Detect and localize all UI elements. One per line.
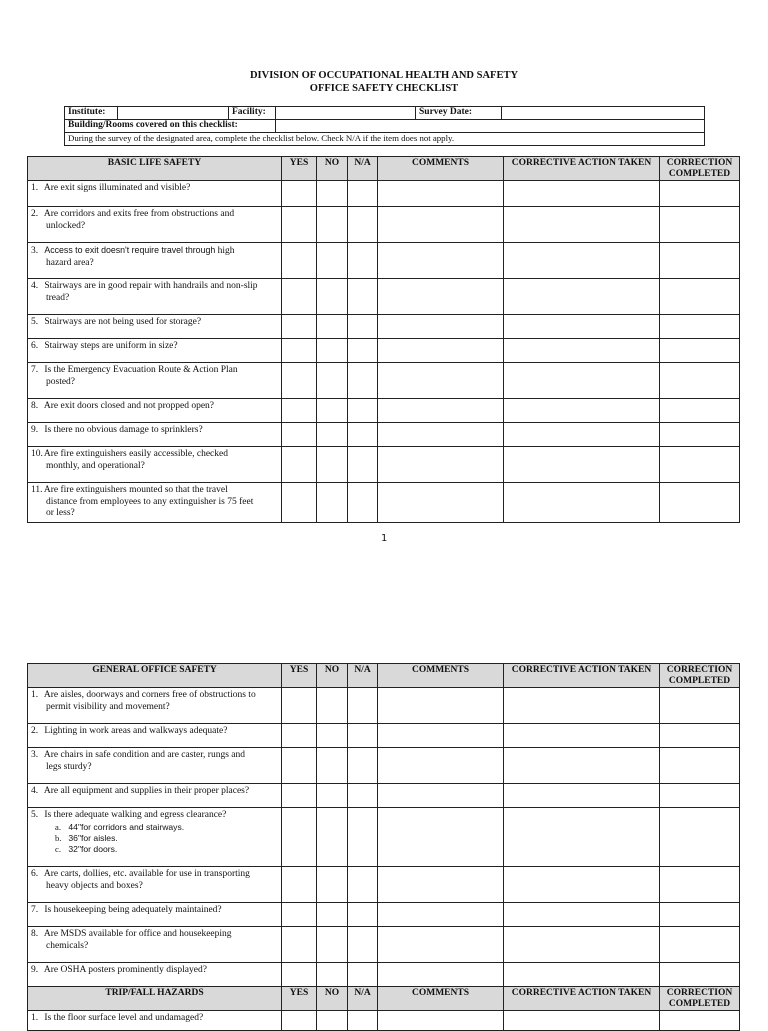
col-corrective-action: CORRECTIVE ACTION TAKEN	[504, 157, 660, 181]
building-field[interactable]	[276, 120, 705, 133]
correction-completed-cell[interactable]	[660, 808, 740, 867]
question-cell	[28, 315, 282, 339]
comments-cell[interactable]	[378, 748, 504, 784]
checklist-row	[28, 339, 740, 363]
na-checkbox-cell[interactable]	[348, 181, 378, 207]
comments-cell[interactable]	[378, 963, 504, 987]
question-cell	[28, 207, 282, 243]
page-number: 1	[380, 533, 388, 544]
question-text: Access to exit doesn't require travel through	[44, 245, 216, 255]
checklist-row	[28, 867, 740, 903]
na-checkbox-cell[interactable]	[348, 867, 378, 903]
corrective-action-cell[interactable]	[504, 784, 660, 808]
correction-completed-cell[interactable]	[660, 483, 740, 523]
na-checkbox-cell[interactable]	[348, 339, 378, 363]
checklist-row	[28, 903, 740, 927]
question-text-line2: chemicals?	[46, 940, 89, 951]
question-text: Are all equipment and supplies in their proper places?	[43, 786, 250, 796]
na-checkbox-cell[interactable]	[348, 279, 378, 315]
yes-checkbox-cell[interactable]	[282, 903, 317, 927]
corrective-action-cell[interactable]	[504, 181, 660, 207]
subitem-letter: b.	[55, 832, 62, 843]
question-text: Is housekeeping being adequately maintained?	[44, 905, 222, 915]
checklist-row	[28, 784, 740, 808]
comments-cell[interactable]	[378, 867, 504, 903]
correction-completed-cell[interactable]	[660, 243, 740, 279]
question-number: 10.	[31, 449, 43, 459]
comments-cell[interactable]	[378, 483, 504, 523]
correction-completed-cell[interactable]	[660, 447, 740, 483]
comments-cell[interactable]	[378, 808, 504, 867]
col-correction-completed: CORRECTION COMPLETED	[660, 987, 740, 1011]
question-cell	[28, 927, 282, 963]
question-number: 7.	[31, 365, 39, 375]
na-checkbox-cell[interactable]	[348, 399, 378, 423]
question-text-line2: tread?	[46, 292, 70, 303]
question-number: 7.	[31, 905, 39, 915]
col-na: N/A	[348, 987, 378, 1011]
yes-checkbox-cell[interactable]	[282, 399, 317, 423]
subitem-text: 36"for aisles.	[68, 832, 118, 843]
question-text: Are corridors and exits free from obstructions and	[43, 209, 235, 219]
correction-completed-cell[interactable]	[660, 363, 740, 399]
question-text: Are OSHA posters prominently displayed?	[43, 965, 207, 975]
survey-info-table	[64, 106, 705, 146]
corrective-action-cell[interactable]	[504, 339, 660, 363]
question-text: Stairway steps are uniform in size?	[44, 341, 178, 351]
facility-field[interactable]	[276, 107, 416, 120]
checklist-row	[28, 315, 740, 339]
no-checkbox-cell[interactable]	[317, 483, 348, 523]
question-number: 2.	[31, 209, 39, 219]
corrective-action-cell[interactable]	[504, 243, 660, 279]
question-cell	[28, 399, 282, 423]
comments-cell[interactable]	[378, 315, 504, 339]
correction-completed-cell[interactable]	[660, 423, 740, 447]
no-checkbox-cell[interactable]	[317, 207, 348, 243]
na-checkbox-cell[interactable]	[348, 207, 378, 243]
comments-cell[interactable]	[378, 279, 504, 315]
corrective-action-cell[interactable]	[504, 483, 660, 523]
no-checkbox-cell[interactable]	[317, 867, 348, 903]
comments-cell[interactable]	[378, 399, 504, 423]
question-cell	[28, 784, 282, 808]
col-yes: YES	[282, 987, 317, 1011]
question-text: Is the floor surface level and undamaged?	[44, 1013, 204, 1023]
correction-completed-cell[interactable]	[660, 1011, 740, 1031]
yes-checkbox-cell[interactable]	[282, 784, 317, 808]
correction-completed-cell[interactable]	[660, 339, 740, 363]
question-text: Are MSDS available for office and housekeeping	[43, 929, 232, 939]
col-yes: YES	[282, 157, 317, 181]
corrective-action-cell[interactable]	[504, 1011, 660, 1031]
corrective-action-cell[interactable]	[504, 315, 660, 339]
question-text-line3: or less?	[46, 508, 75, 518]
col-no: NO	[317, 987, 348, 1011]
question-text-line2: heavy objects and boxes?	[46, 880, 143, 891]
question-cell	[28, 483, 282, 523]
checklist-row	[28, 399, 740, 423]
yes-checkbox-cell[interactable]	[282, 363, 317, 399]
institute-label: Institute:	[65, 107, 118, 120]
correction-completed-cell[interactable]	[660, 399, 740, 423]
yes-checkbox-cell[interactable]	[282, 207, 317, 243]
question-cell	[28, 181, 282, 207]
question-text: Are chairs in safe condition and are caster, rungs and	[43, 750, 246, 760]
correction-completed-cell[interactable]	[660, 963, 740, 987]
col-no: NO	[317, 157, 348, 181]
corrective-action-cell[interactable]	[504, 748, 660, 784]
correction-completed-cell[interactable]	[660, 903, 740, 927]
no-checkbox-cell[interactable]	[317, 279, 348, 315]
question-number: 8.	[31, 401, 39, 411]
building-label: Building/Rooms covered on this checklist:	[65, 120, 276, 133]
comments-cell[interactable]	[378, 1011, 504, 1031]
question-text-line2: monthly, and operational?	[46, 460, 145, 471]
yes-checkbox-cell[interactable]	[282, 963, 317, 987]
question-number: 9.	[31, 425, 39, 435]
correction-completed-cell[interactable]	[660, 207, 740, 243]
na-checkbox-cell[interactable]	[348, 688, 378, 724]
yes-checkbox-cell[interactable]	[282, 927, 317, 963]
question-text: Are fire extinguishers mounted so that the travel	[43, 485, 228, 495]
comments-cell[interactable]	[378, 363, 504, 399]
corrective-action-cell[interactable]	[504, 927, 660, 963]
question-number: 5.	[31, 810, 39, 820]
no-checkbox-cell[interactable]	[317, 1011, 348, 1031]
question-number: 3.	[31, 246, 39, 256]
yes-checkbox-cell[interactable]	[282, 243, 317, 279]
yes-checkbox-cell[interactable]	[282, 181, 317, 207]
question-text-cont: high	[215, 246, 235, 256]
question-cell	[28, 867, 282, 903]
corrective-action-cell[interactable]	[504, 867, 660, 903]
facility-label: Facility:	[229, 107, 276, 120]
checklist-row	[28, 483, 740, 523]
na-checkbox-cell[interactable]	[348, 1011, 378, 1031]
document-subtitle: OFFICE SAFETY CHECKLIST	[309, 83, 459, 94]
comments-cell[interactable]	[378, 181, 504, 207]
question-text: Stairways are in good repair with handrails and non-slip	[44, 281, 258, 291]
question-text: Is there no obvious damage to sprinklers?	[44, 425, 203, 435]
comments-cell[interactable]	[378, 784, 504, 808]
subitem-text: 32"for doors.	[68, 843, 118, 854]
no-checkbox-cell[interactable]	[317, 339, 348, 363]
corrective-action-cell[interactable]	[504, 399, 660, 423]
question-cell	[28, 688, 282, 724]
na-checkbox-cell[interactable]	[348, 483, 378, 523]
question-text: Are fire extinguishers easily accessible, checked	[43, 449, 228, 459]
question-text: Stairways are not being used for storage?	[44, 317, 202, 327]
question-text-line2: legs sturdy?	[46, 761, 92, 772]
question-cell	[28, 279, 282, 315]
na-checkbox-cell[interactable]	[348, 315, 378, 339]
question-cell	[28, 903, 282, 927]
correction-completed-cell[interactable]	[660, 867, 740, 903]
question-cell	[28, 808, 282, 867]
no-checkbox-cell[interactable]	[317, 181, 348, 207]
question-number: 1.	[31, 690, 39, 700]
col-corrective-action: CORRECTIVE ACTION TAKEN	[504, 664, 660, 688]
correction-completed-cell[interactable]	[660, 927, 740, 963]
col-na: N/A	[348, 157, 378, 181]
question-number: 4.	[31, 786, 39, 796]
comments-cell[interactable]	[378, 927, 504, 963]
question-text: Are aisles, doorways and corners free of obstructions to	[43, 690, 256, 700]
no-checkbox-cell[interactable]	[317, 243, 348, 279]
question-text: Are exit doors closed and not propped open?	[43, 401, 215, 411]
subitem-letter: c.	[55, 843, 61, 854]
general-office-safety-table	[27, 663, 740, 1031]
checklist-row	[28, 447, 740, 483]
question-text-line2: unlocked?	[46, 220, 86, 231]
subitem-text: 44"for corridors and stairways.	[68, 821, 185, 832]
col-no: NO	[317, 664, 348, 688]
corrective-action-cell[interactable]	[504, 903, 660, 927]
survey-date-field[interactable]	[502, 107, 705, 120]
clearance-subitem	[31, 844, 278, 855]
checklist-row	[28, 808, 740, 867]
checklist-row	[28, 423, 740, 447]
comments-cell[interactable]	[378, 688, 504, 724]
checklist-row	[28, 748, 740, 784]
institute-field[interactable]	[118, 107, 229, 120]
no-checkbox-cell[interactable]	[317, 399, 348, 423]
question-number: 6.	[31, 869, 39, 879]
checklist-row	[28, 243, 740, 279]
question-cell	[28, 963, 282, 987]
checklist-row	[28, 279, 740, 315]
question-text: Are carts, dollies, etc. available for use in transporting	[43, 869, 250, 879]
question-text: Is the Emergency Evacuation Route & Action Plan	[44, 365, 238, 375]
yes-checkbox-cell[interactable]	[282, 339, 317, 363]
section-title: BASIC LIFE SAFETY	[28, 157, 282, 181]
question-cell	[28, 423, 282, 447]
corrective-action-cell[interactable]	[504, 363, 660, 399]
question-cell	[28, 1011, 282, 1031]
no-checkbox-cell[interactable]	[317, 724, 348, 748]
comments-cell[interactable]	[378, 903, 504, 927]
na-checkbox-cell[interactable]	[348, 423, 378, 447]
corrective-action-cell[interactable]	[504, 688, 660, 724]
yes-checkbox-cell[interactable]	[282, 279, 317, 315]
checklist-row	[28, 688, 740, 724]
yes-checkbox-cell[interactable]	[282, 724, 317, 748]
na-checkbox-cell[interactable]	[348, 784, 378, 808]
question-number: 1.	[31, 1013, 39, 1023]
question-text-line2: permit visibility and movement?	[46, 701, 170, 712]
comments-cell[interactable]	[378, 423, 504, 447]
basic-life-safety-table	[27, 156, 740, 523]
no-checkbox-cell[interactable]	[317, 688, 348, 724]
yes-checkbox-cell[interactable]	[282, 483, 317, 523]
question-number: 6.	[31, 341, 39, 351]
section-title: TRIP/FALL HAZARDS	[28, 987, 282, 1011]
document-title: DIVISION OF OCCUPATIONAL HEALTH AND SAFETY	[249, 70, 519, 81]
correction-completed-cell[interactable]	[660, 181, 740, 207]
col-comments: COMMENTS	[378, 987, 504, 1011]
col-comments: COMMENTS	[378, 664, 504, 688]
corrective-action-cell[interactable]	[504, 423, 660, 447]
checklist-row	[28, 963, 740, 987]
question-text: Are exit signs illuminated and visible?	[43, 183, 191, 193]
col-correction-completed: CORRECTION COMPLETED	[660, 664, 740, 688]
col-comments: COMMENTS	[378, 157, 504, 181]
na-checkbox-cell[interactable]	[348, 724, 378, 748]
correction-completed-cell[interactable]	[660, 748, 740, 784]
section-title: GENERAL OFFICE SAFETY	[28, 664, 282, 688]
question-text: Lighting in work areas and walkways adequate?	[44, 726, 228, 736]
col-corrective-action: CORRECTIVE ACTION TAKEN	[504, 987, 660, 1011]
no-checkbox-cell[interactable]	[317, 784, 348, 808]
na-checkbox-cell[interactable]	[348, 447, 378, 483]
survey-date-label: Survey Date:	[416, 107, 502, 120]
comments-cell[interactable]	[378, 339, 504, 363]
corrective-action-cell[interactable]	[504, 447, 660, 483]
question-cell	[28, 724, 282, 748]
corrective-action-cell[interactable]	[504, 207, 660, 243]
col-yes: YES	[282, 664, 317, 688]
correction-completed-cell[interactable]	[660, 279, 740, 315]
corrective-action-cell[interactable]	[504, 963, 660, 987]
question-cell	[28, 748, 282, 784]
corrective-action-cell[interactable]	[504, 808, 660, 867]
question-number: 4.	[31, 281, 39, 291]
col-na: N/A	[348, 664, 378, 688]
question-text-line2: hazard area?	[46, 257, 94, 268]
yes-checkbox-cell[interactable]	[282, 1011, 317, 1031]
instructions-text: During the survey of the designated area, complete the checklist below. Check N/A if the item does not apply.	[65, 133, 705, 146]
checklist-row	[28, 724, 740, 748]
yes-checkbox-cell[interactable]	[282, 867, 317, 903]
no-checkbox-cell[interactable]	[317, 963, 348, 987]
question-number: 3.	[31, 750, 39, 760]
question-cell	[28, 339, 282, 363]
yes-checkbox-cell[interactable]	[282, 748, 317, 784]
na-checkbox-cell[interactable]	[348, 963, 378, 987]
question-cell	[28, 363, 282, 399]
corrective-action-cell[interactable]	[504, 279, 660, 315]
yes-checkbox-cell[interactable]	[282, 423, 317, 447]
question-number: 9.	[31, 965, 39, 975]
na-checkbox-cell[interactable]	[348, 243, 378, 279]
question-text-line2: distance from employees to any extinguisher is 75 feet	[46, 496, 254, 507]
na-checkbox-cell[interactable]	[348, 808, 378, 867]
na-checkbox-cell[interactable]	[348, 927, 378, 963]
na-checkbox-cell[interactable]	[348, 363, 378, 399]
yes-checkbox-cell[interactable]	[282, 688, 317, 724]
yes-checkbox-cell[interactable]	[282, 447, 317, 483]
no-checkbox-cell[interactable]	[317, 808, 348, 867]
no-checkbox-cell[interactable]	[317, 363, 348, 399]
yes-checkbox-cell[interactable]	[282, 315, 317, 339]
question-cell	[28, 447, 282, 483]
na-checkbox-cell[interactable]	[348, 748, 378, 784]
comments-cell[interactable]	[378, 724, 504, 748]
question-number: 8.	[31, 929, 39, 939]
subitem-letter: a.	[55, 821, 61, 832]
no-checkbox-cell[interactable]	[317, 423, 348, 447]
no-checkbox-cell[interactable]	[317, 927, 348, 963]
no-checkbox-cell[interactable]	[317, 748, 348, 784]
comments-cell[interactable]	[378, 243, 504, 279]
correction-completed-cell[interactable]	[660, 724, 740, 748]
question-cell	[28, 243, 282, 279]
checklist-row	[28, 363, 740, 399]
question-text-line2: posted?	[46, 376, 76, 387]
question-text: Is there adequate walking and egress clearance?	[44, 810, 227, 820]
checklist-row	[28, 927, 740, 963]
clearance-subitem	[31, 822, 278, 833]
question-number: 11.	[31, 485, 43, 495]
correction-completed-cell[interactable]	[660, 315, 740, 339]
comments-cell[interactable]	[378, 447, 504, 483]
checklist-row	[28, 181, 740, 207]
comments-cell[interactable]	[378, 207, 504, 243]
question-number: 5.	[31, 317, 39, 327]
na-checkbox-cell[interactable]	[348, 903, 378, 927]
correction-completed-cell[interactable]	[660, 784, 740, 808]
no-checkbox-cell[interactable]	[317, 447, 348, 483]
col-correction-completed: CORRECTION COMPLETED	[660, 157, 740, 181]
yes-checkbox-cell[interactable]	[282, 808, 317, 867]
no-checkbox-cell[interactable]	[317, 315, 348, 339]
question-number: 1.	[31, 183, 39, 193]
no-checkbox-cell[interactable]	[317, 903, 348, 927]
clearance-subitem	[31, 833, 278, 844]
checklist-row	[28, 207, 740, 243]
question-number: 2.	[31, 726, 39, 736]
correction-completed-cell[interactable]	[660, 688, 740, 724]
checklist-row	[28, 1011, 740, 1031]
corrective-action-cell[interactable]	[504, 724, 660, 748]
